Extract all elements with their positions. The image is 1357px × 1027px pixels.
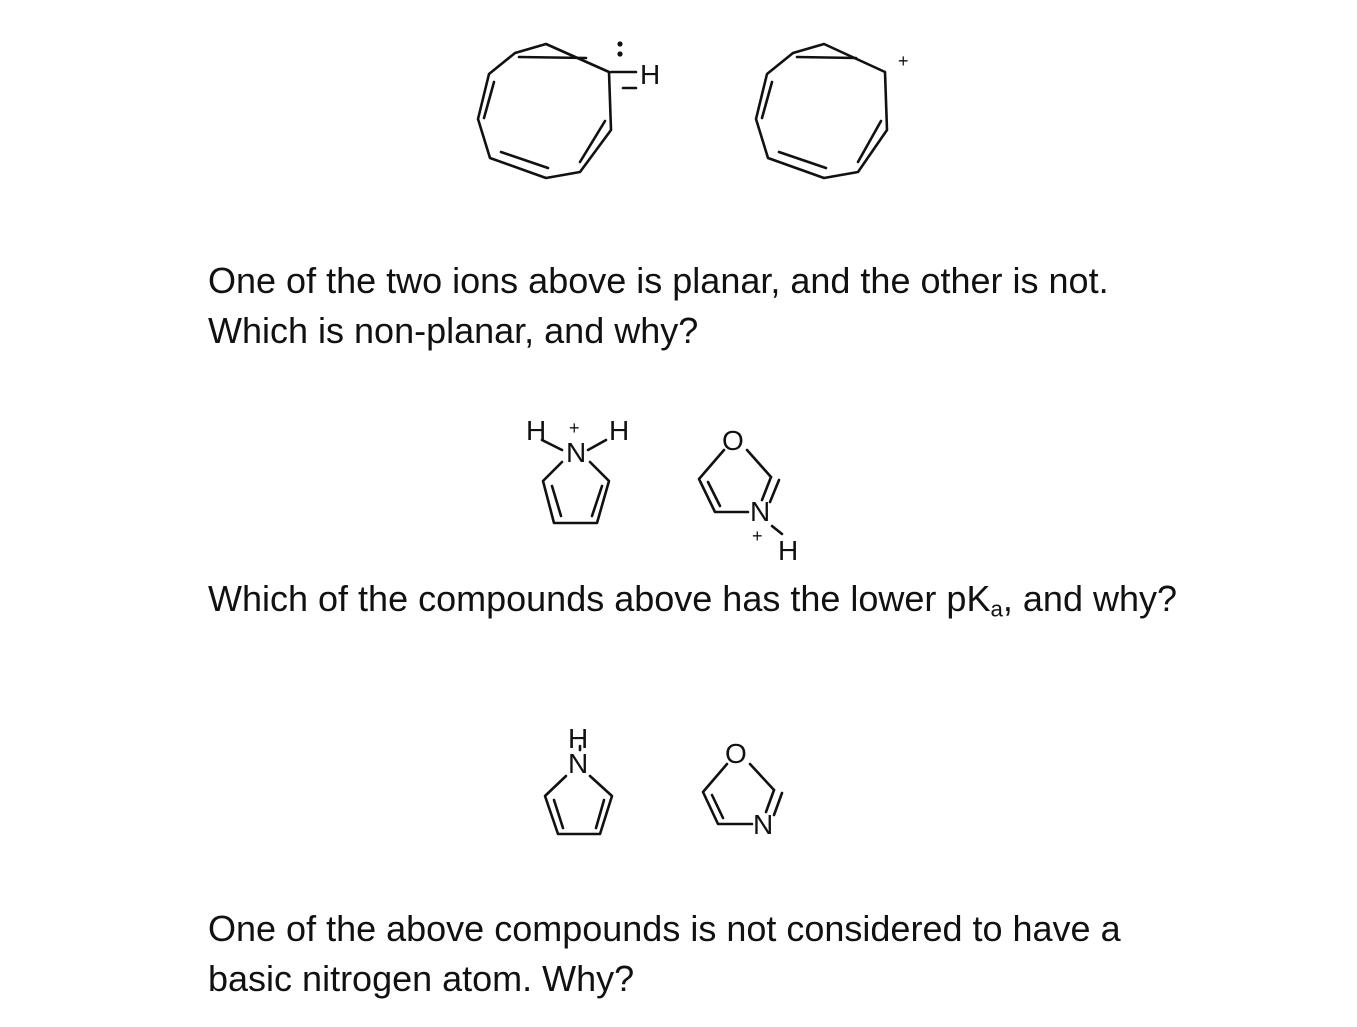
oxazole [703, 738, 782, 840]
atom-n: N [566, 437, 587, 468]
question-pka-text: Which of the compounds above has the lower pK [208, 578, 991, 619]
atom-h: H [568, 723, 589, 754]
charge-plus: + [898, 51, 909, 71]
atom-h: H [609, 415, 630, 446]
atom-h: H [640, 59, 661, 90]
question-pka [208, 574, 1208, 624]
charge-plus: + [569, 418, 580, 438]
lone-pair-dot [617, 41, 622, 46]
oxazolium-cation [699, 425, 798, 566]
pka-subscript: a [990, 596, 1003, 622]
atom-o: O [725, 738, 747, 769]
charge-plus: + [752, 526, 763, 546]
atom-h: H [526, 415, 547, 446]
atom-n: N [753, 809, 774, 840]
lone-pair-dot [617, 51, 622, 56]
cyclononatetraenyl-cation [756, 44, 909, 178]
cyclononatetraenyl-anion [478, 41, 660, 178]
pyrrolium-cation [526, 415, 629, 523]
atom-h: H [778, 535, 799, 566]
atom-n: N [568, 748, 589, 779]
question-pka-text-end: , and why? [1002, 578, 1178, 619]
pyrrole [545, 723, 612, 834]
atom-o: O [722, 425, 744, 456]
atom-n: N [750, 496, 771, 527]
question-planarity: One of the two ions above is planar, and the other is not. Which is non-planar, and why? [208, 260, 1109, 351]
question-basic-nitrogen: One of the above compounds is not considered to have a basic nitrogen atom. Why? [208, 908, 1121, 999]
